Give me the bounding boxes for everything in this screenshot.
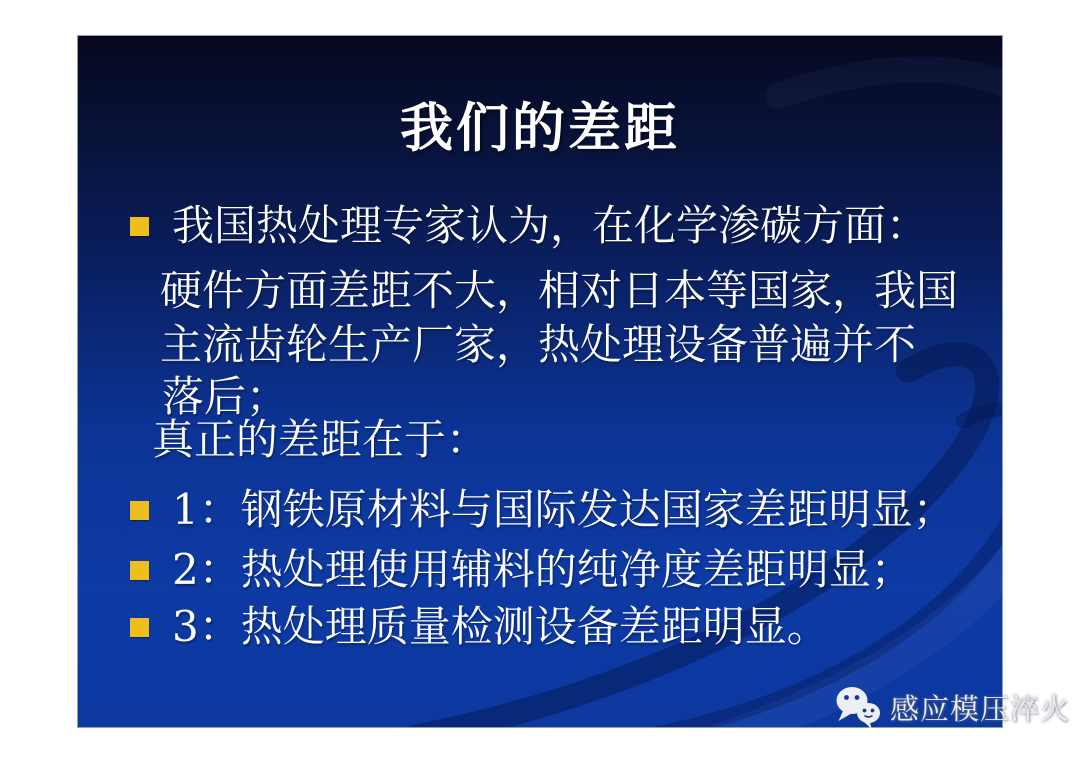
bullet-square-icon <box>130 501 149 520</box>
bullet-item-1 <box>130 485 955 534</box>
body-line-continuation-1: 硬件方面差距不大，相对日本等国家，我国 <box>160 266 959 315</box>
bullet-square-icon <box>130 618 149 637</box>
bullet-text: 2：热处理使用辅料的纯净度差距明显； <box>172 545 913 594</box>
bullet-text: 3：热处理质量检测设备差距明显。 <box>172 602 829 651</box>
bullet-item-3 <box>130 602 829 651</box>
bullet-text: 1：钢铁原材料与国际发达国家差距明显； <box>172 485 955 534</box>
bullet-item-2 <box>130 545 913 594</box>
lead-in-line: 真正的差距在于： <box>152 415 489 464</box>
body-line-continuation-2: 主流齿轮生产厂家，热处理设备普遍并不 <box>160 320 917 369</box>
bullet-square-icon <box>130 217 149 236</box>
body-line-continuation-3: 落后； <box>162 372 289 421</box>
bullet-item-main <box>130 201 929 250</box>
bullet-text: 我国热处理专家认为，在化学渗碳方面： <box>172 201 929 250</box>
slide <box>77 35 1003 728</box>
bullet-square-icon <box>130 561 149 580</box>
wechat-icon <box>834 684 884 730</box>
slide-title: 我们的差距 <box>400 97 680 159</box>
watermark <box>834 684 1070 730</box>
watermark-label: 感应模压淬火 <box>890 691 1071 726</box>
